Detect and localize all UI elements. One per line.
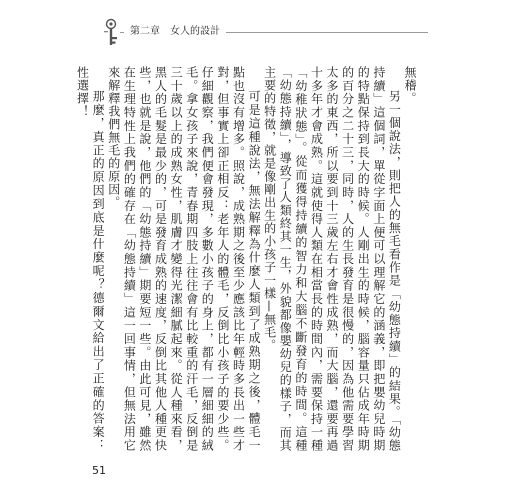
running-header [98, 18, 428, 50]
body-text [75, 66, 417, 452]
paragraph: 無稽。 [403, 66, 417, 105]
page-number: 51 [92, 464, 106, 477]
paragraph: 另一個說法，則把人的無毛看作是「幼態持續」的結果。「幼態持續」這個詞，單從字面上便可以理解它的涵義，即把嬰幼兒時期的特點保持到長大的時候。人剛出生的時候，腦容量只佔成年時期的百分之二十三，同時，人的生長發育是很慢的，因為他需要學習太多的東西，所以要到十三歲左右才會性成熟，而大腦，還要再過十多年才會成熟。這就使得人類在相當長的時間內，需要保持一種「幼稚狀態」。從而獲得持續的智力和大腦不斷發育的時間。這種「幼態持續」，導致了人類終其一生，外貌都像嬰幼兒的樣子，而其主要的特徵，就是像剛出生的小孩子一樣—無毛。 [262, 66, 402, 452]
vertical-text-column [59, 66, 417, 452]
chapter-title: 第二章 女人的設計 [124, 24, 226, 39]
key-icon [98, 18, 124, 50]
paragraph: 可是這種說法，無法解釋為什麼人類到了成熟期之後，體毛一點也沒有增多。照說，成熟期之後至少應該比年輕時多長出一些才對，但事實上卻正相反：老年人的體毛，反倒比小孩子的要少些。仔細觀察，我們便會發現，多數小孩子的身上，都有一層細細的絨毛。拿女孩子來說，青春期四肢上往往會有比較重的汗毛，反倒是三十歲以上的成熟女性，肌膚才變得光潔細膩起來。從人種來看，黑人的毛髮是最少的，可是發育成熟的速度，反倒比其他人種更快些，也就是說，他們的「幼態持續」期要短一些。由此可見，雖然在生理特性上我們的確存在「幼態持續」這一回事情，但無法用它來解釋我們無毛的原因。 [106, 66, 262, 452]
paragraph: 那麼，真正的原因到底是什麼呢？德爾文給出了正確的答案：性選擇！ [75, 66, 106, 452]
